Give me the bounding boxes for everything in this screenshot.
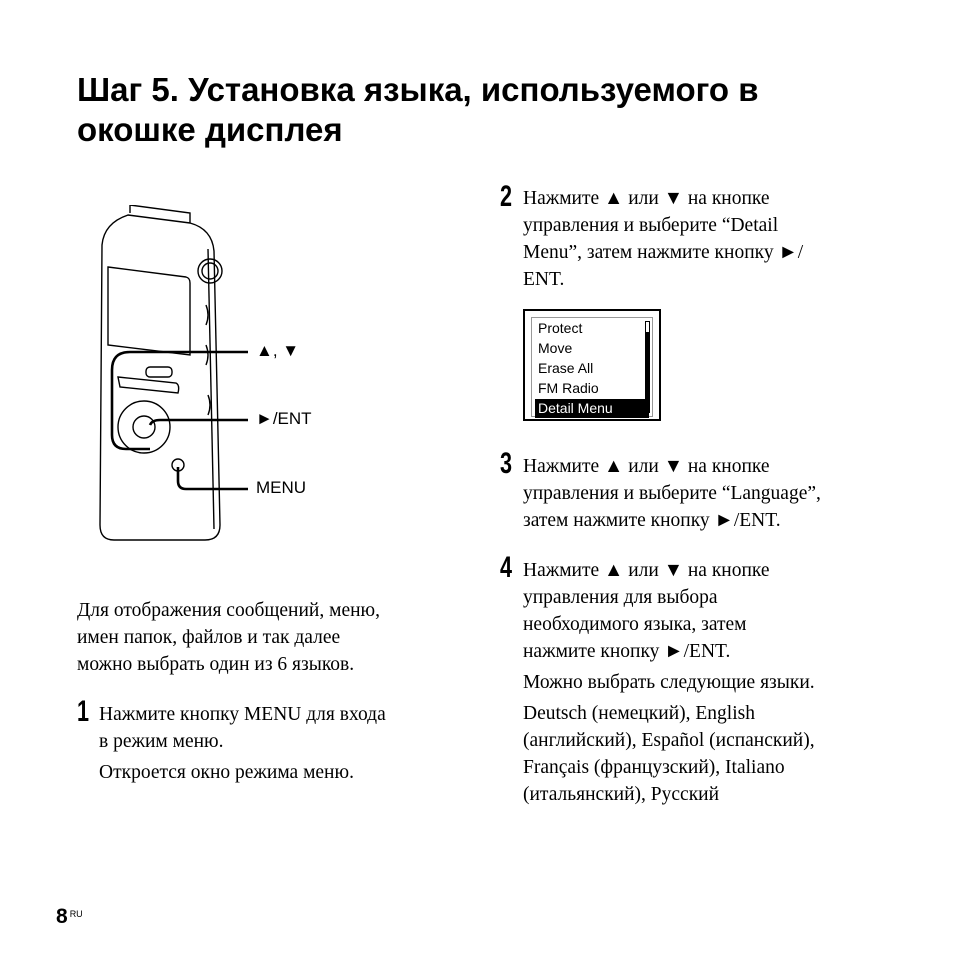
step-number: 3 xyxy=(500,447,513,480)
step-1-text: Нажмите кнопку MENU для входа в режим меню. Откроется окно режима меню. xyxy=(99,704,386,783)
callout-line-updown xyxy=(112,352,248,449)
step-4-text: Нажмите ▲ или ▼ на кнопке управления для выбора необходимого языка, затем нажмите кнопку ►/ENT. Можно выбрать следующие языки. Deutsch (немецкий), English (английский), Español (испанский), Français (французский), Italiano (итальянский), Русский xyxy=(523,560,815,805)
page-number: 8 $^{RU}$ xyxy=(56,905,83,928)
step-2-text: Нажмите ▲ или ▼ на кнопке управления и выберите “Detail Menu”, затем нажмите кнопку ►/ ENT. xyxy=(523,188,804,290)
label-up-down: ▲, ▼ xyxy=(256,341,300,360)
menu-screen-display xyxy=(523,309,661,421)
step-3-text: Нажмите ▲ или ▼ на кнопке управления и выберите “Language”, затем нажмите кнопку ►/ENT. xyxy=(523,456,821,531)
menu-item: Erase All xyxy=(538,360,594,376)
intro-paragraph: Для отображения сообщений, меню, имен папок, файлов и так далее можно выбрать один из 6 языков. xyxy=(77,600,380,675)
callout-line-ent xyxy=(150,420,248,425)
device-mic-top xyxy=(130,205,190,223)
control-wheel xyxy=(118,401,170,453)
device-side-edge xyxy=(208,249,214,529)
page-title-line: окошке дисплея xyxy=(77,111,343,148)
scrollbar-thumb xyxy=(646,332,649,410)
menu-item: Move xyxy=(538,340,573,356)
step-number: 4 xyxy=(500,551,513,584)
menu-item-selected: Detail Menu xyxy=(535,399,649,418)
scrollbar xyxy=(645,321,650,413)
step-number: 1 xyxy=(77,695,90,728)
menu-item: Protect xyxy=(538,320,583,336)
ent-button-icon xyxy=(133,416,155,438)
step-number: 2 xyxy=(500,180,513,213)
top-button xyxy=(118,377,179,393)
page-lang: RU xyxy=(69,909,83,919)
recorder-illustration xyxy=(90,205,290,555)
display-window xyxy=(108,267,190,355)
label-ent: ►/ENT xyxy=(256,409,312,428)
label-menu: MENU xyxy=(256,478,307,497)
page-title-line: Шаг 5. Установка языка, используемого в xyxy=(77,71,759,108)
page-title xyxy=(77,70,917,150)
menu-item: FM Radio xyxy=(538,380,599,396)
